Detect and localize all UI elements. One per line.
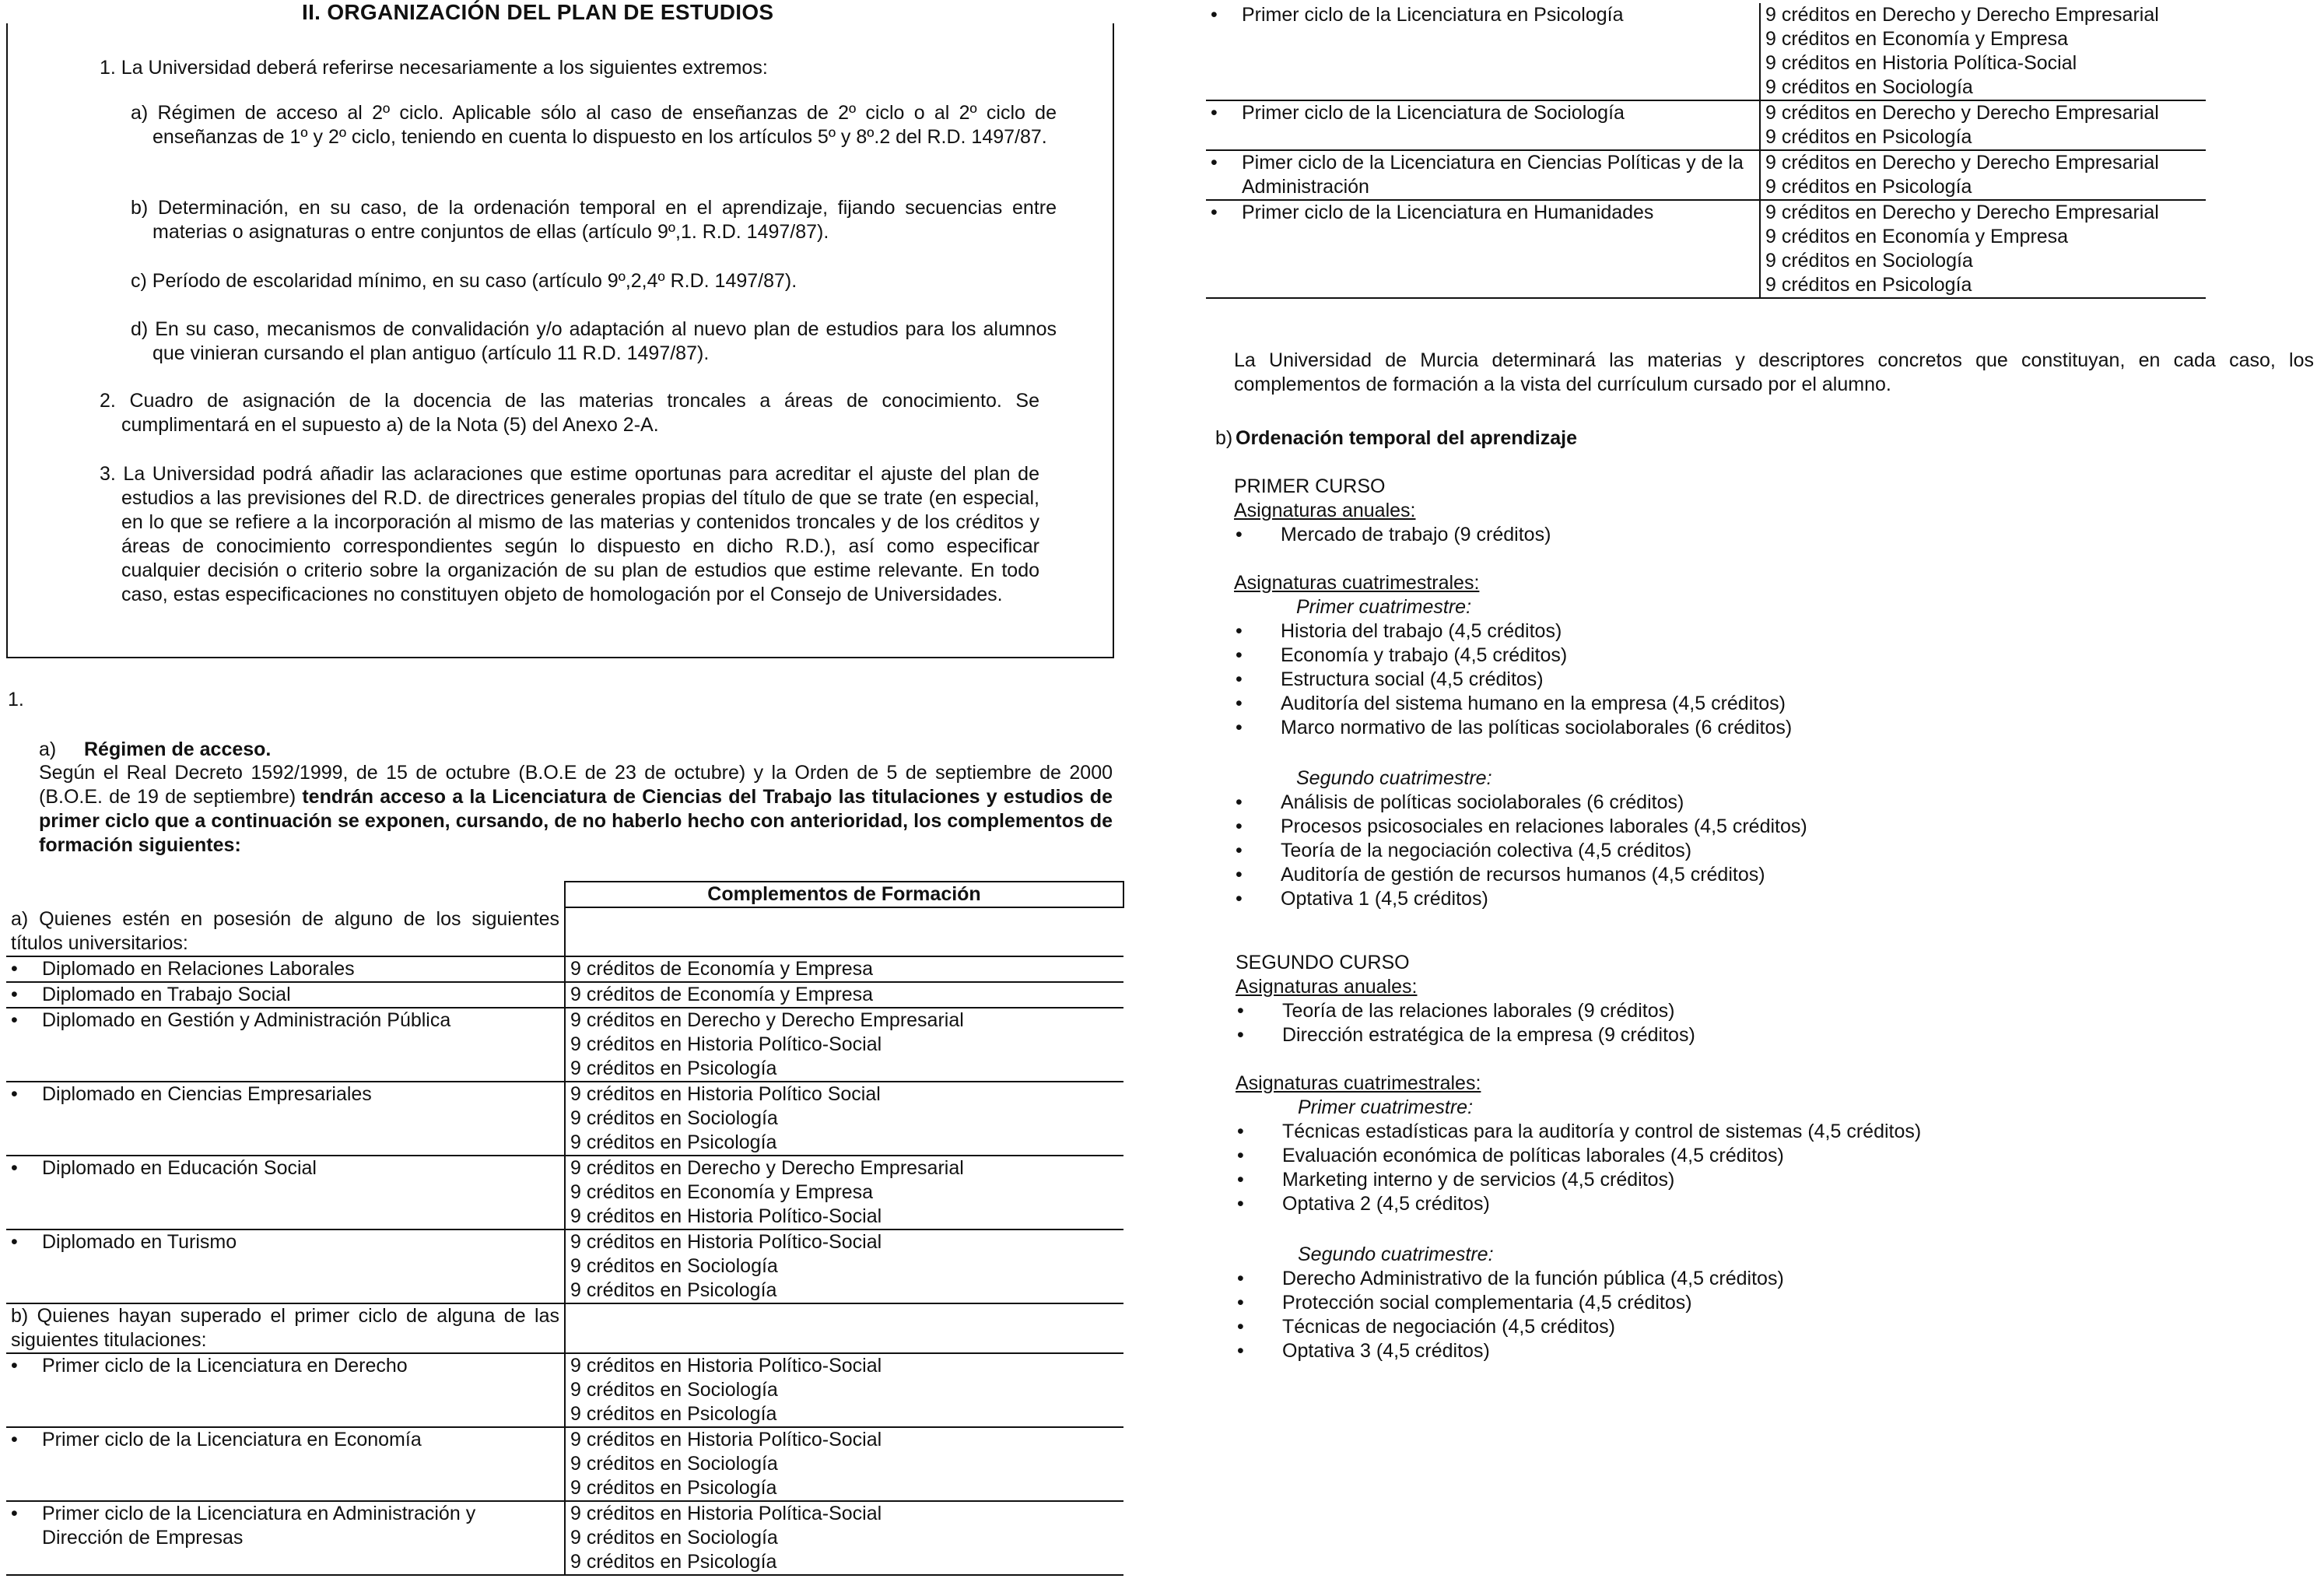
credit-line: 9 créditos en Psicología bbox=[570, 1058, 777, 1079]
title-cell bbox=[6, 1156, 565, 1229]
course-item: • Protección social complementaria (4,5 créditos) bbox=[1236, 1291, 1921, 1315]
course-item: • Teoría de las relaciones laborales (9 créditos) bbox=[1236, 999, 1921, 1023]
course-item: • Historia del trabajo (4,5 créditos) bbox=[1234, 619, 1807, 644]
segundo-curso-block bbox=[1236, 951, 1921, 1363]
row-title: Diplomado en Ciencias Empresariales bbox=[42, 1083, 372, 1105]
title-cell bbox=[6, 956, 565, 982]
credit-line: 9 créditos en Psicología bbox=[570, 1131, 777, 1153]
table-row bbox=[6, 1229, 1123, 1303]
segundo-curso-heading: SEGUNDO CURSO bbox=[1236, 952, 1410, 973]
course-item: • Estructura social (4,5 créditos) bbox=[1234, 668, 1807, 692]
sc-primer-cuatri-label: Primer cuatrimestre: bbox=[1298, 1096, 1474, 1118]
credit-line: 9 créditos en Historia Político-Social bbox=[570, 1205, 882, 1227]
regimen-title: Régimen de acceso. bbox=[84, 738, 272, 760]
credit-line: 9 créditos en Sociología bbox=[1765, 76, 1973, 98]
table-row bbox=[6, 1353, 1123, 1427]
row-title: Primer ciclo de la Licenciatura en Economía bbox=[42, 1429, 422, 1450]
table-header: Complementos de Formación bbox=[565, 882, 1123, 907]
credit-line: 9 créditos en Psicología bbox=[1765, 126, 1972, 148]
sc-anuales-list bbox=[1236, 999, 1921, 1047]
group-b-row bbox=[6, 1303, 1123, 1353]
pc-segundo-list bbox=[1234, 791, 1807, 911]
title-cell bbox=[6, 1082, 565, 1156]
row-title: Primer ciclo de la Licenciatura de Sociología bbox=[1242, 102, 1625, 124]
sc-anuales-label: Asignaturas anuales: bbox=[1236, 976, 1418, 998]
group-a-row-empty bbox=[565, 907, 1123, 956]
row-title: Diplomado en Turismo bbox=[42, 1231, 237, 1253]
group-b-row-empty bbox=[565, 1303, 1123, 1353]
box-item-1b: b) Determinación, en su caso, de la ordenación temporal en el aprendizaje, fijando secuencias entre materias o asignaturas o entre conjuntos de ellas (artículo 9º,1. R.D. 1497/87). bbox=[131, 197, 1057, 243]
credit-line: 9 créditos en Historia Político-Social bbox=[570, 1429, 882, 1450]
course-item: • Análisis de políticas sociolaborales (6 créditos) bbox=[1234, 791, 1807, 815]
bullet-icon: • bbox=[11, 1009, 18, 1031]
pc-segundo-cuatri-label: Segundo cuatrimestre: bbox=[1296, 767, 1492, 789]
table-row bbox=[6, 1427, 1123, 1501]
table-row bbox=[1206, 150, 2206, 200]
title-cell bbox=[1206, 200, 1760, 298]
bullet-icon: • bbox=[1211, 202, 1218, 223]
credit-line: 9 créditos en Psicología bbox=[570, 1551, 777, 1573]
credit-line: 9 créditos de Economía y Empresa bbox=[570, 984, 874, 1005]
sc-primer-list bbox=[1236, 1120, 1921, 1216]
credit-line: 9 créditos en Psicología bbox=[570, 1279, 777, 1301]
bullet-icon: • bbox=[11, 1157, 18, 1179]
row-title: Pimer ciclo de la Licenciatura en Ciencias Políticas y de la Administración bbox=[1242, 152, 1744, 198]
row-title: Diplomado en Educación Social bbox=[42, 1157, 317, 1179]
primer-curso-heading: PRIMER CURSO bbox=[1234, 475, 1386, 497]
credits-cell bbox=[1760, 3, 2206, 100]
group-b-row-label: b) Quienes hayan superado el primer ciclo de alguna de las siguientes titulaciones: bbox=[6, 1303, 565, 1353]
course-item: • Auditoría del sistema humano en la empresa (4,5 créditos) bbox=[1234, 692, 1807, 716]
course-item: • Procesos psicosociales en relaciones laborales (4,5 créditos) bbox=[1234, 815, 1807, 839]
table-row bbox=[6, 1008, 1123, 1082]
group-a-row bbox=[6, 907, 1123, 956]
credit-line: 9 créditos en Economía y Empresa bbox=[1765, 28, 2069, 50]
bullet-icon: • bbox=[11, 984, 18, 1005]
row-title: Primer ciclo de la Licenciatura en Humanidades bbox=[1242, 202, 1654, 223]
course-item: • Evaluación económica de políticas laborales (4,5 créditos) bbox=[1236, 1144, 1921, 1168]
credits-cell bbox=[1760, 150, 2206, 200]
table-row bbox=[6, 1501, 1123, 1575]
pc-primer-list bbox=[1234, 619, 1807, 740]
primer-curso-block bbox=[1234, 475, 1807, 911]
regimen-text-normal: Según el Real Decreto 1592/1999, de 15 de octubre (B.O.E de 23 de octubre) y la Orden de 5 de septiembre de 2000 (B.O.E. de 19 de septiembre) bbox=[39, 762, 1113, 808]
course-item: • Optativa 1 (4,5 créditos) bbox=[1234, 887, 1807, 911]
regimen-text bbox=[39, 761, 1113, 858]
row-title: Primer ciclo de la Licenciatura en Derecho bbox=[42, 1355, 408, 1377]
box-item-2: 2. Cuadro de asignación de la docencia de las materias troncales a áreas de conocimiento. Se cumplimentará en el supuesto a) de la Nota (5) del Anexo 2-A. bbox=[100, 390, 1039, 436]
sc-segundo-list bbox=[1236, 1267, 1921, 1363]
box-item-1: 1. La Universidad deberá referirse necesariamente a los siguientes extremos: bbox=[100, 57, 768, 79]
bullet-icon: • bbox=[11, 1083, 18, 1105]
table-row bbox=[1206, 100, 2206, 150]
murcia-paragraph: La Universidad de Murcia determinará las materias y descriptores concretos que constituyan, en cada caso, los complementos de formación a la vista del currículum cursado por el alumno. bbox=[1234, 349, 2314, 395]
credit-line: 9 créditos en Sociología bbox=[570, 1453, 778, 1475]
course-item: • Marketing interno y de servicios (4,5 créditos) bbox=[1236, 1168, 1921, 1192]
course-item: • Economía y trabajo (4,5 créditos) bbox=[1234, 644, 1807, 668]
course-item: • Mercado de trabajo (9 créditos) bbox=[1234, 523, 1807, 547]
bullet-icon: • bbox=[11, 1429, 18, 1450]
sc-cuatri-label: Asignaturas cuatrimestrales: bbox=[1236, 1072, 1481, 1094]
credits-cell bbox=[565, 1156, 1123, 1229]
credit-line: 9 créditos en Economía y Empresa bbox=[1765, 226, 2069, 247]
credit-line: 9 créditos en Historia Política-Social bbox=[570, 1503, 882, 1524]
regimen-label: a) bbox=[39, 738, 57, 760]
box-item-1d: d) En su caso, mecanismos de convalidación y/o adaptación al nuevo plan de estudios para los alumnos que vinieran cursando el plan antiguo (artículo 11 R.D. 1497/87). bbox=[131, 318, 1057, 364]
title-cell bbox=[6, 1427, 565, 1501]
pc-cuatri-label: Asignaturas cuatrimestrales: bbox=[1234, 572, 1480, 594]
bullet-icon: • bbox=[1211, 4, 1218, 26]
title-cell bbox=[6, 1229, 565, 1303]
regimen-text-bold: tendrán acceso a la Licenciatura de Ciencias del Trabajo las titulaciones y estudios de primer ciclo que a continuación se exponen, cursando, de no haberlo hecho con anterioridad, los complementos de formación siguientes: bbox=[39, 786, 1113, 856]
bullet-icon: • bbox=[11, 958, 18, 980]
credits-cell bbox=[565, 1229, 1123, 1303]
title-cell bbox=[6, 1353, 565, 1427]
complementos-table-right bbox=[1206, 3, 2206, 299]
table-row bbox=[6, 956, 1123, 982]
credits-cell bbox=[1760, 200, 2206, 298]
credit-line: 9 créditos en Psicología bbox=[1765, 274, 1972, 296]
box-item-1a: a) Régimen de acceso al 2º ciclo. Aplicable sólo al caso de enseñanzas de 2º ciclo o al 2º ciclo de enseñanzas de 1º y 2º ciclo, teniendo en cuenta lo dispuesto en los artículos 5º y 8º.2 del R.D. 1497/87. bbox=[131, 102, 1057, 148]
credit-line: 9 créditos en Derecho y Derecho Empresarial bbox=[570, 1009, 964, 1031]
instructions-box bbox=[6, 23, 1114, 658]
course-item: • Técnicas de negociación (4,5 créditos) bbox=[1236, 1315, 1921, 1339]
credits-cell bbox=[565, 1008, 1123, 1082]
complementos-table-left bbox=[6, 881, 1124, 1576]
credit-line: 9 créditos en Psicología bbox=[1765, 176, 1972, 198]
group-a-row-label: a) Quienes estén en posesión de alguno de los siguientes títulos universitarios: bbox=[6, 907, 565, 956]
row-title: Diplomado en Trabajo Social bbox=[42, 984, 291, 1005]
table-row bbox=[6, 982, 1123, 1008]
course-item: • Técnicas estadísticas para la auditoría y control de sistemas (4,5 créditos) bbox=[1236, 1120, 1921, 1144]
table-row bbox=[1206, 200, 2206, 298]
credit-line: 9 créditos en Psicología bbox=[570, 1477, 777, 1499]
box-item-3: 3. La Universidad podrá añadir las aclaraciones que estime oportunas para acreditar el ajuste del plan de estudios a las previsiones del R.D. de directrices generales propias del título de que se trate (en especial, en lo que se refiere a la incorporación al mismo de las materias y contenidos troncales y de los créditos y áreas de conocimiento correspondientes según lo dispuesto en dicho R.D.), así como especificar cualquier decisión o criterio sobre la organización de su plan de estudios que estime relevante. En todo caso, estas especificaciones no constituyen objeto de homologación por el Consejo de Universidades. bbox=[100, 463, 1039, 605]
section-title: II. ORGANIZACIÓN DEL PLAN DE ESTUDIOS bbox=[302, 0, 774, 24]
credits-cell bbox=[565, 1427, 1123, 1501]
credits-cell bbox=[565, 1082, 1123, 1156]
course-item: • Marco normativo de las políticas sociolaborales (6 créditos) bbox=[1234, 716, 1807, 740]
credits-cell bbox=[565, 982, 1123, 1008]
credit-line: 9 créditos en Sociología bbox=[570, 1527, 778, 1549]
title-cell bbox=[1206, 3, 1760, 100]
course-item: • Auditoría de gestión de recursos humanos (4,5 créditos) bbox=[1234, 863, 1807, 887]
course-item: • Dirección estratégica de la empresa (9 créditos) bbox=[1236, 1023, 1921, 1047]
row-title: Primer ciclo de la Licenciatura en Psicología bbox=[1242, 4, 1624, 26]
row-title: Primer ciclo de la Licenciatura en Administración y Dirección de Empresas bbox=[42, 1503, 476, 1549]
pc-anuales-list bbox=[1234, 523, 1807, 547]
ordenacion-label: b) bbox=[1215, 427, 1233, 449]
credits-cell bbox=[565, 956, 1123, 982]
course-item: • Teoría de la negociación colectiva (4,5 créditos) bbox=[1234, 839, 1807, 863]
table-row bbox=[6, 1082, 1123, 1156]
credit-line: 9 créditos en Sociología bbox=[1765, 250, 1973, 272]
credit-line: 9 créditos en Derecho y Derecho Empresarial bbox=[1765, 102, 2159, 124]
credit-line: 9 créditos en Sociología bbox=[570, 1107, 778, 1129]
table-row bbox=[1206, 3, 2206, 100]
credit-line: 9 créditos en Derecho y Derecho Empresarial bbox=[570, 1157, 964, 1179]
course-item: • Derecho Administrativo de la función pública (4,5 créditos) bbox=[1236, 1267, 1921, 1291]
bullet-icon: • bbox=[1211, 152, 1218, 174]
sc-segundo-cuatri-label: Segundo cuatrimestre: bbox=[1298, 1244, 1494, 1265]
credits-cell bbox=[565, 1353, 1123, 1427]
credit-line: 9 créditos en Historia Político-Social bbox=[570, 1355, 882, 1377]
ordenacion-title: Ordenación temporal del aprendizaje bbox=[1236, 427, 1578, 449]
bullet-icon: • bbox=[1211, 102, 1218, 124]
title-cell bbox=[6, 1008, 565, 1082]
box-item-1c: c) Período de escolaridad mínimo, en su caso (artículo 9º,2,4º R.D. 1497/87). bbox=[131, 270, 797, 292]
credit-line: 9 créditos en Sociología bbox=[570, 1379, 778, 1401]
credits-cell bbox=[1760, 100, 2206, 150]
credit-line: 9 créditos en Derecho y Derecho Empresarial bbox=[1765, 4, 2159, 26]
bullet-icon: • bbox=[11, 1231, 18, 1253]
title-cell bbox=[6, 1501, 565, 1575]
credit-line: 9 créditos en Historia Político-Social bbox=[570, 1033, 882, 1055]
credit-line: 9 créditos en Historia Político-Social bbox=[570, 1231, 882, 1253]
credits-cell bbox=[565, 1501, 1123, 1575]
credit-line: 9 créditos de Economía y Empresa bbox=[570, 958, 874, 980]
bullet-icon: • bbox=[11, 1355, 18, 1377]
credit-line: 9 créditos en Historia Político Social bbox=[570, 1083, 881, 1105]
course-item: • Optativa 2 (4,5 créditos) bbox=[1236, 1192, 1921, 1216]
pc-anuales-label: Asignaturas anuales: bbox=[1234, 500, 1416, 521]
title-cell bbox=[6, 982, 565, 1008]
row-title: Diplomado en Gestión y Administración Pública bbox=[42, 1009, 451, 1031]
credit-line: 9 créditos en Historia Política-Social bbox=[1765, 52, 2077, 74]
title-cell bbox=[1206, 150, 1760, 200]
credit-line: 9 créditos en Sociología bbox=[570, 1255, 778, 1277]
row-title: Diplomado en Relaciones Laborales bbox=[42, 958, 355, 980]
credit-line: 9 créditos en Derecho y Derecho Empresarial bbox=[1765, 152, 2159, 174]
section-number: 1. bbox=[8, 689, 24, 710]
bullet-icon: • bbox=[11, 1503, 18, 1524]
pc-primer-cuatri-label: Primer cuatrimestre: bbox=[1296, 596, 1472, 618]
table-row bbox=[6, 1156, 1123, 1229]
credit-line: 9 créditos en Psicología bbox=[570, 1403, 777, 1425]
title-cell bbox=[1206, 100, 1760, 150]
credit-line: 9 créditos en Economía y Empresa bbox=[570, 1181, 874, 1203]
course-item: • Optativa 3 (4,5 créditos) bbox=[1236, 1339, 1921, 1363]
credit-line: 9 créditos en Derecho y Derecho Empresarial bbox=[1765, 202, 2159, 223]
